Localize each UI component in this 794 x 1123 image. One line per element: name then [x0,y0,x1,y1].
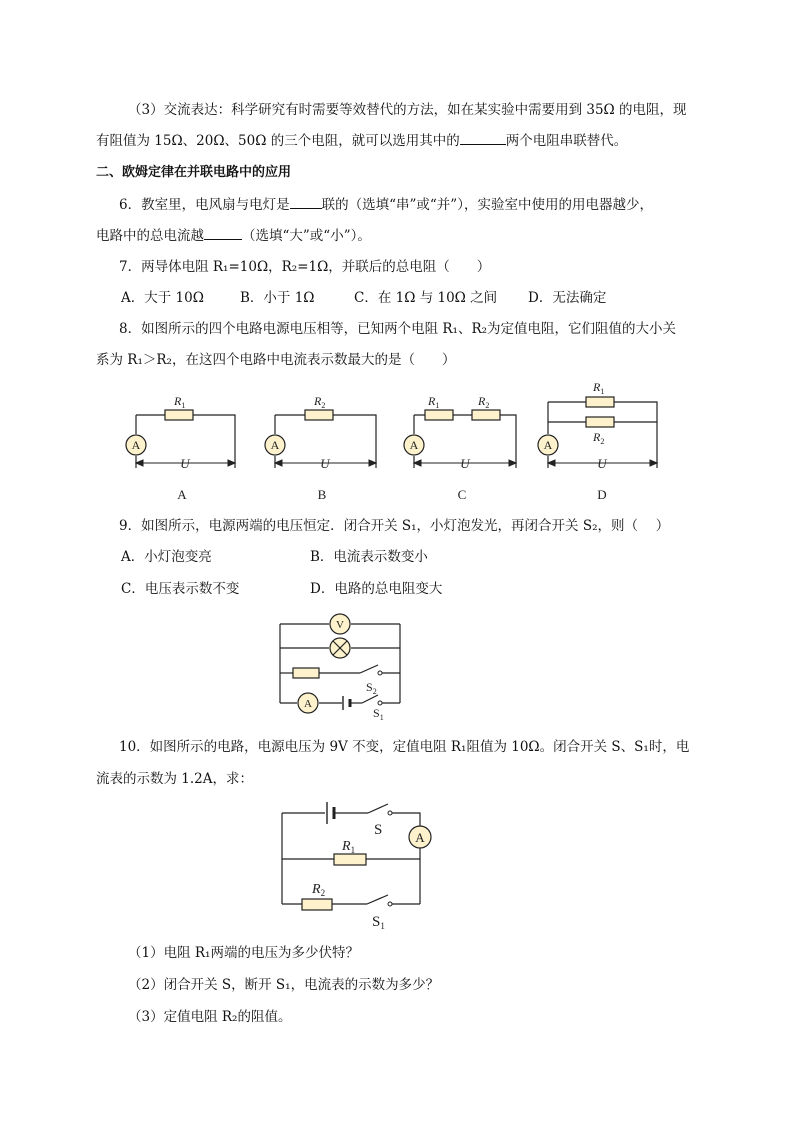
q7-option-a: A．大于 10Ω [121,290,204,306]
resistor-r2 [302,899,332,910]
q10-sub3: （3）定值电阻 R₂的阻值。 [128,1009,292,1025]
switch-s2-label: $S_2$ [366,680,377,696]
figure-option-b: B [317,487,327,502]
ammeter-label: A [131,438,141,452]
figure-option-a: A [177,487,187,502]
q9-option-a: A．小灯泡变亮 [121,549,212,565]
r2-label: $R_2$ [312,882,326,898]
q7-option-b: B．小于 1Ω [240,290,315,306]
r1-label-a: $R_1$ [174,394,186,410]
answer-blank [290,196,322,209]
switch-s1-label: $S_1$ [372,914,385,931]
q3-line2 [96,132,627,150]
q6-line1-text-b: 联的（选填“串”或“并”），实验室中使用的用电器越少， [321,197,653,213]
q7-option-d: D．无法确定 [528,290,607,306]
q9-stem: 9．如图所示，电源两端的电压恒定．闭合开关 S₁，小灯泡发光，再闭合开关 S₂，则（ ） [119,518,670,534]
resistor-r1-d [586,397,614,407]
resistor-r2-d [586,417,614,427]
voltage-label: U [320,456,330,471]
q10-line1: 10．如图所示的电路，电源电压为 9V 不变，定值电阻 R₁阻值为 10Ω。闭合开关 S、S₁时，电 [119,739,690,755]
switch-s-label: S [374,822,383,838]
ammeter-label: A [415,830,425,845]
q6-line2-text-a: 电路中的总电流越 [96,228,204,244]
r1-label: $R_1$ [342,839,356,855]
resistor [293,668,319,678]
q10-circuit-figure [272,796,442,934]
switch-s1-label: $S_1$ [373,706,384,722]
q6-line1 [119,196,653,214]
resistor-r2-b [305,410,333,420]
resistor-r2-c [472,410,500,420]
ammeter-label: A [270,438,280,452]
voltage-label: U [597,456,607,471]
q6-line2 [96,227,371,245]
r1-label-d: $R_1$ [593,380,605,396]
ammeter-label: A [409,438,419,452]
q9-option-b: B．电流表示数变小 [310,549,428,565]
figure-option-d: D [597,487,607,502]
resistor-r1-c [425,410,453,420]
q7-option-c: C．在 1Ω 与 10Ω 之间 [354,290,498,306]
r2-label-d: $R_2$ [593,430,605,446]
answer-blank [460,132,506,145]
q8-line2: 系为 R₁＞R₂，在这四个电路中电流表示数最大的是（ ） [96,352,456,368]
q10-line2: 流表的示数为 1.2A，求： [96,771,254,787]
voltage-label: U [460,456,470,471]
q10-sub2: （2）闭合开关 S，断开 S₁，电流表的示数为多少？ [128,977,440,993]
resistor-r1 [334,854,366,865]
q9-option-c: C．电压表示数不变 [121,581,240,597]
resistor-r1-a [165,410,193,420]
voltage-label: U [180,456,190,471]
q7-stem: 7．两导体电阻 R₁=10Ω，R₂=1Ω，并联后的总电阻（ ） [119,259,491,275]
section-title: 二、欧姆定律在并联电路中的应用 [96,165,292,180]
lamp-icon [330,638,350,658]
q6-line2-text-b: （选填“大”或“小”）。 [242,228,371,244]
answer-blank [204,227,242,240]
figure-option-c: C [457,487,467,502]
ammeter-label: A [304,698,312,710]
q8-circuit-figure [120,378,665,508]
q9-circuit-figure [270,612,410,722]
r2-label-c: $R_2$ [478,394,490,410]
q3-line2-text-b: 两个电阻串联替代。 [505,133,628,149]
r1-label-c: $R_1$ [428,394,440,410]
q3-line1: （3）交流表达：科学研究有时需要等效替代的方法，如在某实验中需要用到 35Ω 的电阻，现 [128,102,687,118]
q9-option-d: D．电路的总电阻变大 [310,581,443,597]
q8-line1: 8．如图所示的四个电路电源电压相等，已知两个电阻 R₁、R₂为定值电阻，它们阻值的大小关 [119,321,677,337]
voltmeter-label: V [336,619,344,631]
ammeter-label: A [543,438,553,452]
r2-label-b: $R_2$ [314,394,326,410]
q6-line1-text-a: 6．教室里，电风扇与电灯是 [119,197,290,213]
q3-line2-text-a: 有阻值为 15Ω、20Ω、50Ω 的三个电阻，就可以选用其中的 [96,133,460,149]
q10-sub1: （1）电阻 R₁两端的电压为多少伏特？ [128,945,359,961]
